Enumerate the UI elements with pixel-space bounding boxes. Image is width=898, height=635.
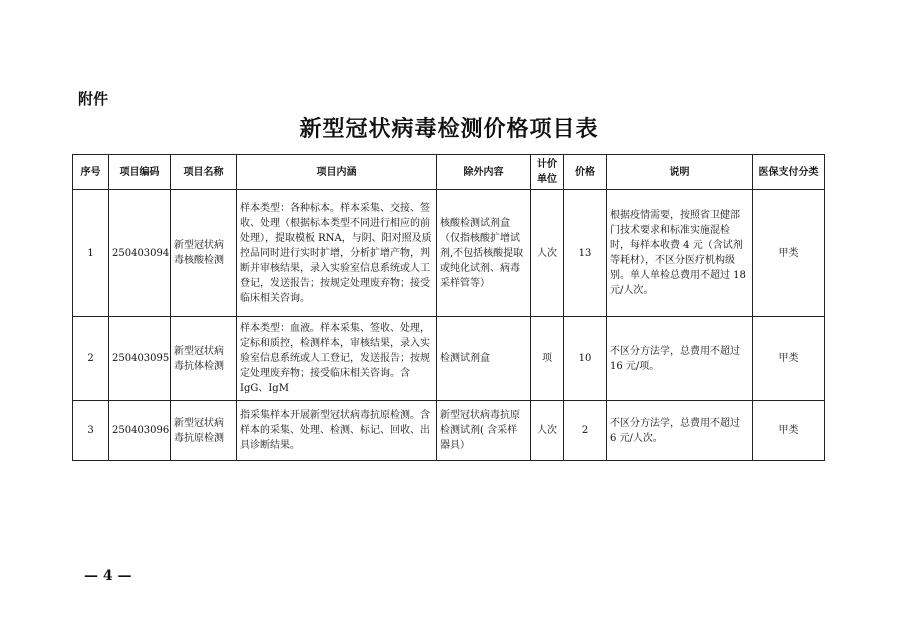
price-table <box>72 154 825 461</box>
header-code: 项目编码 <box>109 155 171 190</box>
header-excluded: 除外内容 <box>437 155 531 190</box>
cell-name: 新型冠状病毒抗体检测 <box>171 317 237 401</box>
cell-price: 2 <box>564 401 607 461</box>
table-header-row <box>73 155 825 190</box>
header-price: 价格 <box>564 155 607 190</box>
cell-category: 甲类 <box>753 317 825 401</box>
cell-category: 甲类 <box>753 401 825 461</box>
cell-seq: 3 <box>73 401 109 461</box>
cell-unit: 人次 <box>531 190 564 317</box>
page-number: — 4 — <box>84 568 132 584</box>
cell-content: 样本类型：各种标本。样本采集、交接、签收、处理（根据标本类型不同进行相应的前处理），提取模板 RNA，与阴、阳对照及质控品同时进行实时扩增，分析扩增产物，判断并审核结果，录入实验室信息系统或人工登记，发送报告；按规定处理废弃物；接受临床相关咨询。 <box>237 190 437 317</box>
table-row <box>73 317 825 401</box>
cell-name: 新型冠状病毒核酸检测 <box>171 190 237 317</box>
cell-content: 样本类型：血液。样本采集、签收、处理，定标和质控，检测样本，审核结果，录入实验室信息系统或人工登记，发送报告；按规定处理废弃物；接受临床相关咨询。含 IgG、IgM <box>237 317 437 401</box>
header-unit: 计价单位 <box>531 155 564 190</box>
cell-code: 250403096 <box>109 401 171 461</box>
cell-excluded: 新型冠状病毒抗原检测试剂( 含采样器具） <box>437 401 531 461</box>
cell-note: 不区分方法学，总费用不超过 6 元/人次。 <box>607 401 753 461</box>
cell-seq: 2 <box>73 317 109 401</box>
cell-price: 13 <box>564 190 607 317</box>
header-note: 说明 <box>607 155 753 190</box>
attachment-label: 附件 <box>78 90 109 108</box>
header-name: 项目名称 <box>171 155 237 190</box>
cell-code: 250403095 <box>109 317 171 401</box>
cell-unit: 项 <box>531 317 564 401</box>
header-content: 项目内涵 <box>237 155 437 190</box>
cell-category: 甲类 <box>753 190 825 317</box>
cell-unit: 人次 <box>531 401 564 461</box>
table-row <box>73 401 825 461</box>
cell-content: 指采集样本开展新型冠状病毒抗原检测。含样本的采集、处理、检测、标记、回收、出具诊断结果。 <box>237 401 437 461</box>
header-category: 医保支付分类 <box>753 155 825 190</box>
header-seq: 序号 <box>73 155 109 190</box>
cell-note: 不区分方法学，总费用不超过 16 元/项。 <box>607 317 753 401</box>
cell-note: 根据疫情需要，按照省卫健部门技术要求和标准实施混检时，每样本收费 4 元（含试剂等耗材），不区分医疗机构级别。单人单检总费用不超过 18 元/人次。 <box>607 190 753 317</box>
cell-code: 250403094 <box>109 190 171 317</box>
table-row <box>73 190 825 317</box>
cell-excluded: 检测试剂盒 <box>437 317 531 401</box>
cell-excluded: 核酸检测试剂盒（仅指核酸扩增试剂,不包括核酸提取或纯化试剂、病毒采样管等） <box>437 190 531 317</box>
cell-price: 10 <box>564 317 607 401</box>
cell-seq: 1 <box>73 190 109 317</box>
page-title: 新型冠状病毒检测价格项目表 <box>299 116 599 142</box>
cell-name: 新型冠状病毒抗原检测 <box>171 401 237 461</box>
